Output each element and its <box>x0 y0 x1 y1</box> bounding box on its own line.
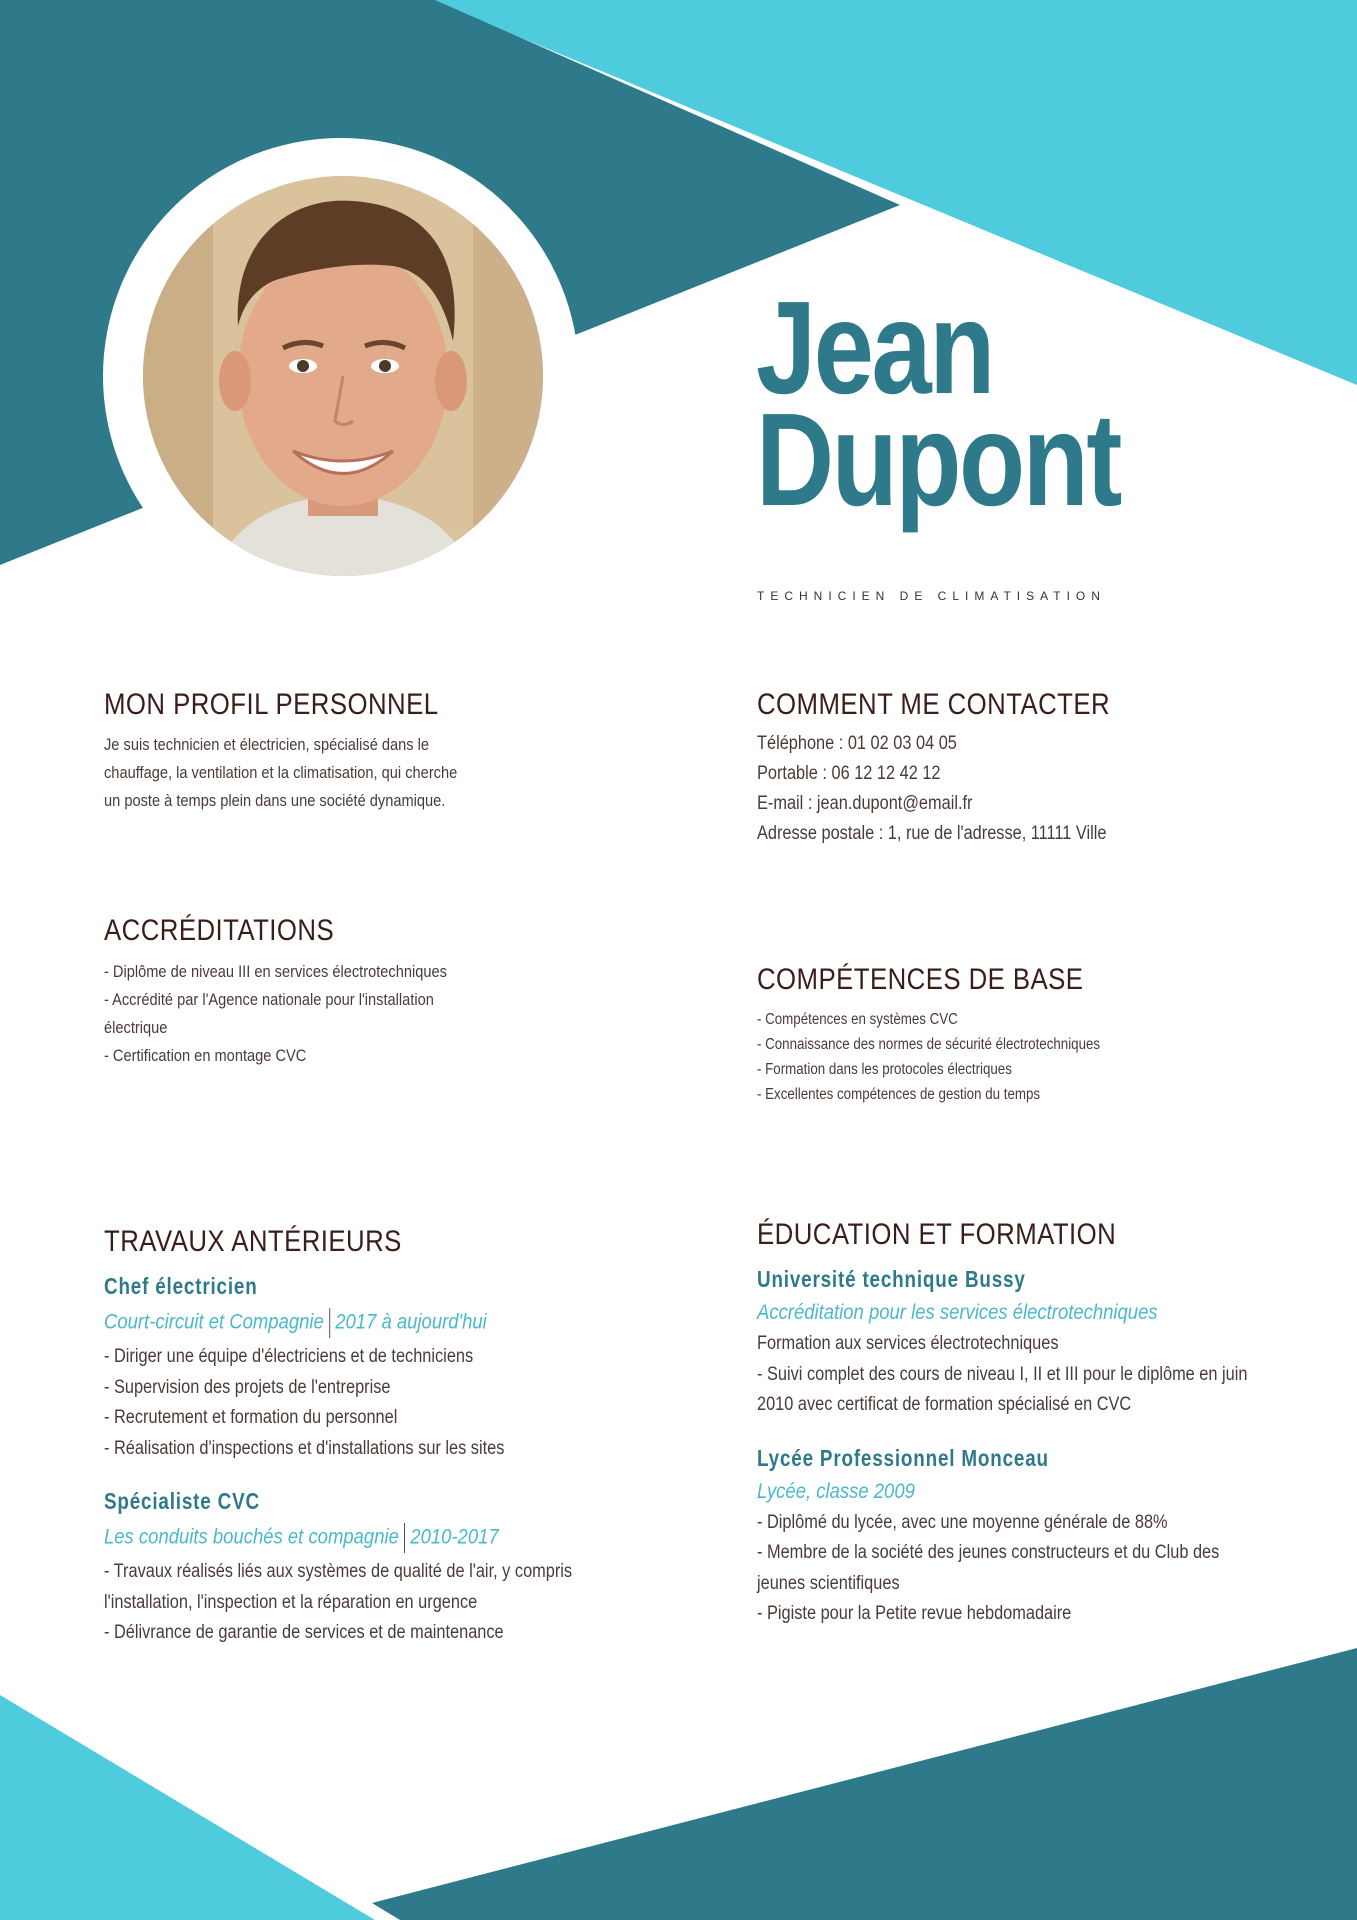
job-company-dates <box>104 1523 583 1553</box>
list-item: - Certification en montage CVC <box>104 1046 307 1065</box>
list-item: - Diplôme de niveau III en services électrotechniques <box>104 962 447 981</box>
school-subtitle: Accréditation pour les services électrotechniques <box>757 1301 1158 1324</box>
education-details <box>757 1508 1247 1630</box>
list-item: - Recrutement et formation du personnel <box>104 1407 398 1428</box>
contact-address: Adresse postale : 1, rue de l'adresse, 11111 Ville <box>757 823 1107 844</box>
list-item: - Pigiste pour la Petite revue hebdomadaire <box>757 1603 1072 1624</box>
job-company: Court-circuit et Compagnie <box>104 1310 324 1334</box>
job-company-dates <box>104 1308 583 1338</box>
school-subtitle: Lycée, classe 2009 <box>757 1479 915 1503</box>
job-entry <box>104 1488 648 1649</box>
education-section <box>757 1218 1327 1630</box>
education-title: ÉDUCATION ET FORMATION <box>757 1218 1117 1251</box>
job-duties <box>104 1342 572 1464</box>
list-item: - Membre de la société des jeunes constructeurs et du Club des <box>757 1542 1220 1563</box>
last-name: Dupont <box>756 386 1120 533</box>
profile-text <box>104 731 457 815</box>
skills-section <box>757 963 1156 1107</box>
school-name: Lycée Professionnel Monceau <box>757 1444 1049 1471</box>
profile-line: un poste à temps plein dans une société dynamique. <box>104 791 446 810</box>
profile-photo-icon <box>143 176 543 576</box>
list-item: - Connaissance des normes de sécurité électrotechniques <box>757 1036 1101 1053</box>
list-item: - Excellentes compétences de gestion du temps <box>757 1086 1041 1103</box>
list-item: jeunes scientifiques <box>757 1572 900 1594</box>
accreditations-section <box>104 914 503 1070</box>
accreditations-title: ACCRÉDITATIONS <box>104 914 335 947</box>
contact-text <box>757 729 1110 849</box>
job-company: Les conduits bouchés et compagnie <box>104 1525 399 1549</box>
list-item: Formation aux services électrotechniques <box>757 1333 1059 1354</box>
separator <box>404 1523 405 1553</box>
list-item: - Suivi complet des cours de niveau I, II et III pour le diplôme en juin <box>757 1363 1248 1385</box>
list-item: 2010 avec certificat de formation spécialisé en CVC <box>757 1394 1132 1415</box>
contact-email[interactable]: E-mail : jean.dupont@email.fr <box>757 793 973 814</box>
list-item: - Diriger une équipe d'électriciens et de techniciens <box>104 1346 474 1367</box>
education-details <box>757 1329 1247 1421</box>
job-title: TECHNICIEN DE CLIMATISATION <box>757 589 1106 603</box>
contact-section <box>757 688 1168 849</box>
list-item: - Formation dans les protocoles électriques <box>757 1061 1012 1078</box>
contact-phone: Téléphone : 01 02 03 04 05 <box>757 733 957 754</box>
job-duties <box>104 1557 572 1649</box>
separator <box>329 1308 330 1338</box>
full-name <box>756 274 1120 533</box>
skills-list <box>757 1007 1100 1107</box>
job-dates: 2010-2017 <box>410 1525 499 1549</box>
list-item: - Travaux réalisés liés aux systèmes de qualité de l'air, y compris <box>104 1561 573 1582</box>
list-item: - Réalisation d'inspections et d'installations sur les sites <box>104 1437 505 1459</box>
education-entry <box>757 1445 1327 1630</box>
accreditations-list <box>104 958 447 1070</box>
profile-section <box>104 688 515 815</box>
school-name: Université technique Bussy <box>757 1266 1026 1292</box>
first-name: Jean <box>756 274 993 421</box>
contact-title: COMMENT ME CONTACTER <box>757 688 1111 721</box>
list-item: - Accrédité par l'Agence nationale pour l'installation <box>104 990 434 1009</box>
list-item: - Supervision des projets de l'entreprise <box>104 1376 391 1398</box>
profile-line: chauffage, la ventilation et la climatisation, qui cherche <box>104 763 458 782</box>
job-position: Spécialiste CVC <box>104 1488 260 1514</box>
job-entry <box>104 1273 648 1464</box>
bottom-right-dark-triangle <box>372 1648 1357 1920</box>
work-section <box>104 1225 648 1649</box>
skills-title: COMPÉTENCES DE BASE <box>757 963 1084 996</box>
profile-title: MON PROFIL PERSONNEL <box>104 688 439 721</box>
list-item: - Délivrance de garantie de services et de maintenance <box>104 1622 504 1643</box>
job-dates: 2017 à aujourd'hui <box>335 1310 487 1334</box>
list-item: l'installation, l'inspection et la réparation en urgence <box>104 1591 478 1613</box>
profile-line: Je suis technicien et électricien, spécialisé dans le <box>104 735 430 754</box>
list-item: - Diplômé du lycée, avec une moyenne générale de 88% <box>757 1511 1168 1533</box>
contact-mobile: Portable : 06 12 12 42 12 <box>757 763 941 784</box>
profile-photo <box>143 176 543 576</box>
list-item: électrique <box>104 1018 168 1037</box>
education-entry <box>757 1266 1327 1421</box>
list-item: - Compétences en systèmes CVC <box>757 1011 958 1028</box>
work-title: TRAVAUX ANTÉRIEURS <box>104 1225 402 1258</box>
bottom-left-light-triangle <box>0 1695 375 1920</box>
job-position: Chef électricien <box>104 1273 258 1299</box>
